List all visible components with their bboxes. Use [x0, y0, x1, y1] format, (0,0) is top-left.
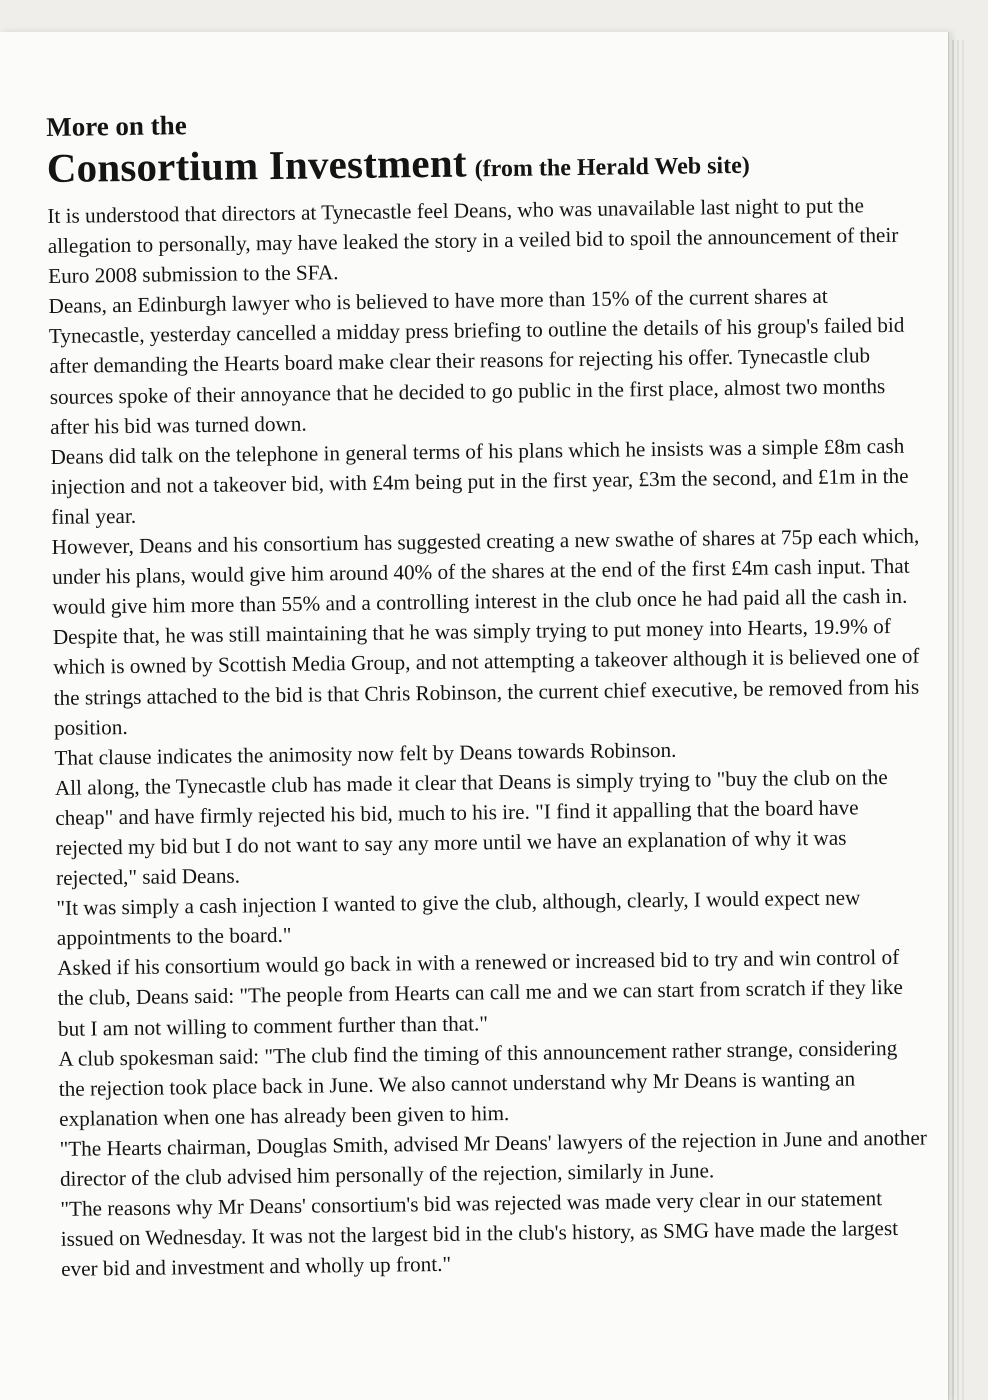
article-paragraph: A club spokesman said: "The club find the timing of this announcement rather strange, considering the rejection took place back in June. We also cannot understand why Mr Deans is wanting an explanation when one has already been given to him.: [58, 1035, 898, 1131]
article-paragraph: That clause indicates the animosity now felt by Deans towards Robinson.: [54, 737, 677, 770]
article-paragraph: Asked if his consortium would go back in with a renewed or increased bid to try and win control of the club, Deans said: "The people from Hearts can call me and we can start from scratch if they like but I am not willing to comment further than that.": [57, 945, 903, 1041]
article-paragraph: "The Hearts chairman, Douglas Smith, advised Mr Deans' lawyers of the rejection in June and another director of the club advised him personally of the rejection, similarly in June.: [59, 1125, 928, 1191]
article-title: Consortium Investment: [46, 139, 467, 191]
page-edge: [952, 40, 954, 1400]
article-body: [47, 190, 931, 1285]
article-paragraph: All along, the Tynecastle club has made it clear that Deans is simply trying to "buy the club on the cheap" and have firmly rejected his bid, much to his ire. "I find it appalling that the board have rejected my bid but I do not want to say any more until we have an explanation of why it was rejected," said Deans.: [54, 764, 888, 890]
article-headline: [46, 133, 917, 199]
page-edge: [962, 40, 964, 1400]
article-paragraph: Deans, an Edinburgh lawyer who is believed to have more than 15% of the current shares at Tynecastle, yesterday cancelled a midday press briefing to outline the details of his group's failed bid after demanding the Hearts board make clear their reasons for rejecting his offer. Tynecastle club sources spoke of their annoyance that he decided to go public in the first place, almost two months after his bid was turned down.: [48, 284, 905, 439]
page-edge: [957, 40, 959, 1400]
article-paragraph: "It was simply a cash injection I wanted to give the club, although, clearly, I would expect new appointments to the board.": [56, 885, 861, 951]
article-source: (from the Herald Web site): [474, 152, 750, 183]
article: [46, 99, 931, 1285]
article-paragraph: Deans did talk on the telephone in general terms of his plans which he insists was a simple £8m cash injection and not a takeover bid, with £4m being put in the first year, £3m the second, and £1m in the final year.: [50, 433, 909, 529]
article-paragraph: Despite that, he was still maintaining that he was simply trying to put money into Hearts, 19.9% of which is owned by Scottish Media Group, and not attempting a takeover although it is believed one of the strings attached to the bid is that Chris Robinson, the current chief executive, be removed from his position.: [52, 614, 920, 740]
article-kicker: More on the: [46, 110, 187, 142]
article-paragraph: "The reasons why Mr Deans' consortium's bid was rejected was made very clear in our statement issued on Wednesday. It was not the largest bid in the club's history, as SMG have made the largest ever bid and investment and wholly up front.": [60, 1186, 899, 1282]
article-paragraph: However, Deans and his consortium has suggested creating a new swathe of shares at 75p each which, under his plans, would give him around 40% of the shares at the end of the first £4m cash input. That would give him more than 55% and a controlling interest in the club once he had paid all the cash in.: [51, 523, 920, 620]
article-paragraph: It is understood that directors at Tynecastle feel Deans, who was unavailable last night to put the allegation to personally, may have leaked the story in a veiled bid to spoil the announcement of their Euro 2008 submission to the SFA.: [47, 193, 899, 289]
